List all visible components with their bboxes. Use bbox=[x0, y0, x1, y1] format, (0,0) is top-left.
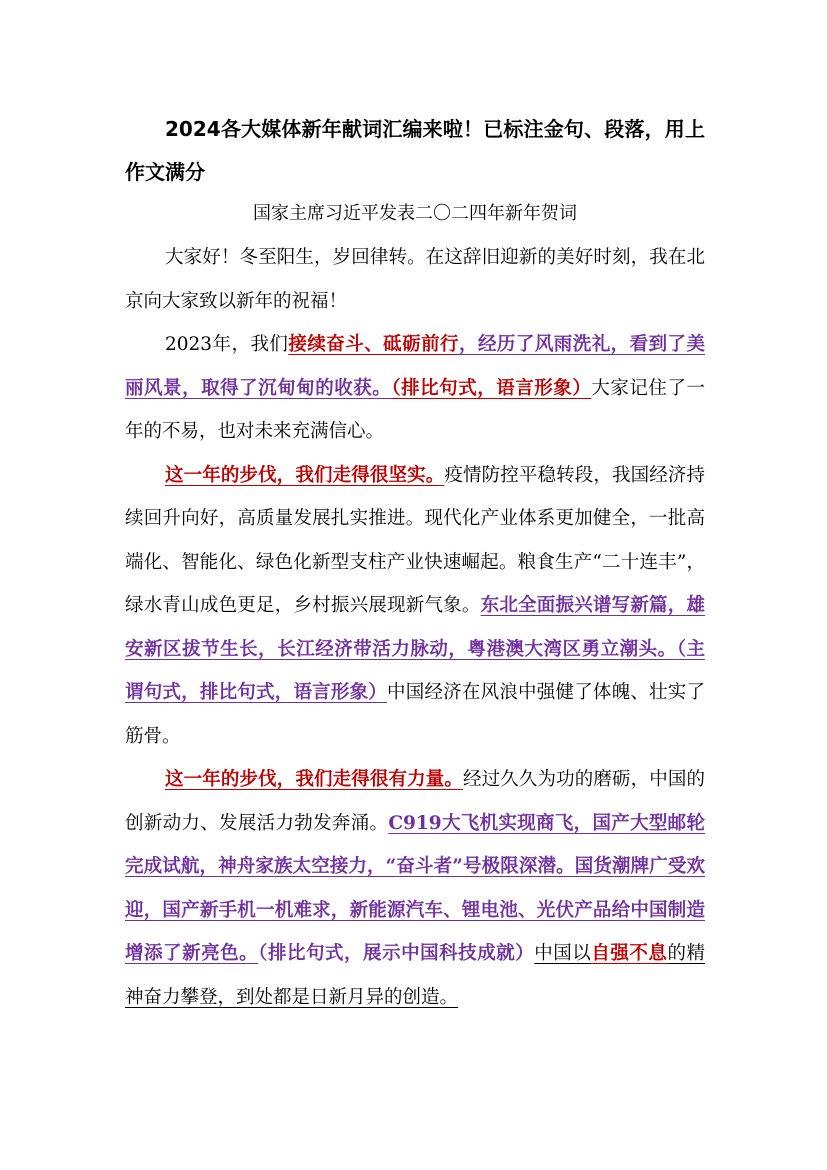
p2-highlight-purple: ，经历了风雨洗礼，看到了美丽风景，取得了沉甸甸的收获。 bbox=[125, 334, 705, 399]
p2-highlight-red: 接续奋斗、砥砺前行 bbox=[288, 334, 459, 355]
document-body bbox=[125, 236, 705, 1019]
p3-highlight-purple: 东北全面振兴谱写新篇，雄安新区拔节生长，长江经济带活力脉动，粤港澳大湾区勇立潮头。 bbox=[125, 595, 705, 660]
p4-highlight-red: 这一年的步伐，我们走得很有力量。 bbox=[165, 769, 463, 790]
paragraph-greeting: 大家好！冬至阳生，岁回律转。在这辞旧迎新的美好时刻，我在北京向大家致以新年的祝福！ bbox=[125, 247, 705, 312]
paragraph-solid-steps bbox=[125, 454, 705, 759]
p4-highlight-purple: C919大飞机实现商飞，国产大型邮轮完成试航，神舟家族太空接力，“奋斗者”号极限深潜。国货潮牌广受欢迎，国产新手机一机难求，新能源汽车、锂电池、光伏产品给中国制造增添了新亮色。 bbox=[125, 812, 705, 964]
p3-highlight-red: 这一年的步伐，我们走得很坚实。 bbox=[165, 464, 445, 486]
p3-text-a: 疫情防控平稳转段，我国经济持续回升向好，高质量发展扎实推进。现代化产业体系更加健全，一批高端化、智能化、绿色化新型支柱产业快速崛起。粮食生产“二十连丰”，绿水青山成色更足，乡村振兴展现新气象。 bbox=[125, 464, 705, 616]
speech-heading: 国家主席习近平发表二〇二四年新年贺词 bbox=[253, 203, 577, 224]
paragraph-2023 bbox=[125, 323, 705, 454]
document-title: 2024各大媒体新年献词汇编来啦！已标注金句、段落，用上作文满分 bbox=[125, 117, 705, 184]
p4-highlight-red-2: 自强不息 bbox=[591, 943, 668, 964]
p3-annotation: （主谓句式，排比句式，语言形象） bbox=[125, 638, 705, 703]
p4-text-b: 中国以 bbox=[534, 943, 592, 964]
p4-annotation: （排比句式，展示中国科技成就） bbox=[258, 943, 535, 964]
p2-text-b: 大家记住了一年的不易，也对未来充满信心。 bbox=[125, 377, 705, 442]
p2-text-a: 2023年，我们 bbox=[165, 334, 289, 355]
p2-annotation: （排比句式，语言形象） bbox=[391, 377, 592, 399]
p3-text-b: 中国经济在风浪中强健了体魄、壮实了筋骨。 bbox=[125, 682, 705, 747]
p4-text-c: 的精神奋力攀登，到处都是日新月异的创造。 bbox=[125, 943, 705, 1008]
p4-text-a: 经过久久为功的磨砺，中国的创新动力、发展活力勃发奔涌。 bbox=[125, 769, 705, 834]
paragraph-powerful-steps bbox=[125, 758, 705, 1019]
